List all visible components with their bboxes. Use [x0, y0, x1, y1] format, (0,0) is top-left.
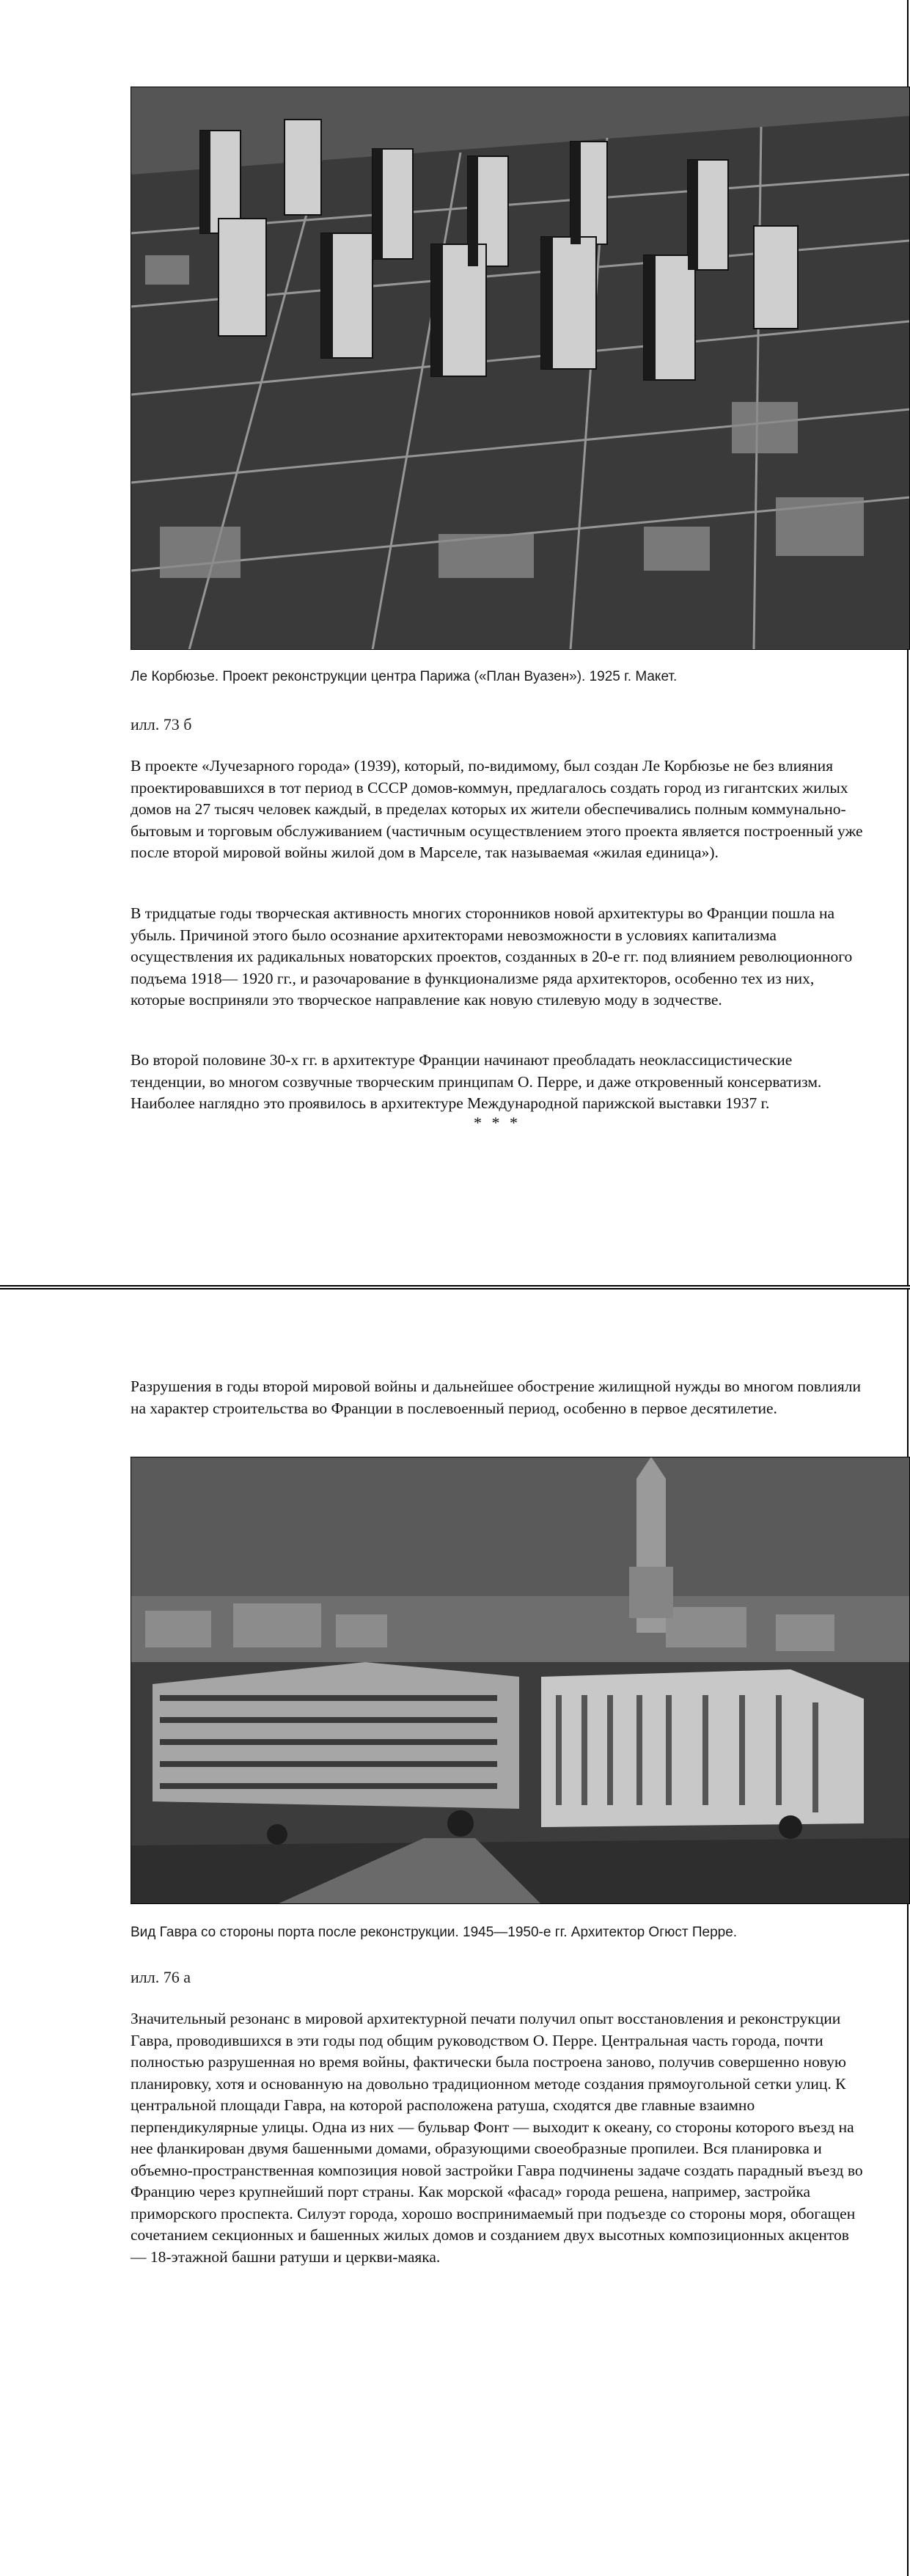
illustration-label: илл. 73 б — [131, 715, 192, 733]
page-1 — [0, 0, 909, 1285]
paragraph: Значительный резонанс в мировой архитектурной печати получил опыт восстановления и реконструкции Гавра, проводившихся в эти годы под общим руководством О. Перре. Центральная часть города, почти полностью разрушенная но время войны, фактически была построена заново, получив совершенно новую планировку, хотя и основанную на довольно традиционном методе создания прямоугольной сетки улиц. К центральной площади Гавра, на которой расположена ратуша, сходятся две главные взаимно перпендикулярные улицы. Одна из них — бульвар Фонт — выходит к океану, со стороны которого въезд на нее фланкирован двумя башенными домами, образующими своеобразные пропилеи. Вся планировка и объемно-пространственная композиция новой застройки Гавра подчинены задаче создать парадный въезд во Францию через крупнейший порт страны. Как морской «фасад» города решена, например, застройка приморского проспекта. Силуэт города, хорошо воспринимаемый при подъезде со стороны моря, обогащен сочетанием секционных и башенных жилых домов и созданием двух высотных композиционных акцентов — 18-этажной башни ратуши и церкви-маяка. — [131, 2010, 863, 2266]
le-havre-port-view-photo — [131, 1457, 910, 1904]
paragraph: В проекте «Лучезарного города» (1939), который, по-видимому, был создан Ле Корбюзье не без влияния проектировавшихся в тот период в СССР домов-коммун, предлагалось создать город из гигантских жилых домов на 27 тысяч человек каждый, в пределах которых их жители обеспечивались полным коммунально-бытовым и торговым обслуживанием (частичным осуществлением этого проекта является построенный уже после второй мировой войны жилой дом в Марселе, так называемая «жилая единица»). — [131, 757, 863, 861]
paragraph: Во второй половине 30-х гг. в архитектуре Франции начинают преобладать неоклассицистические тенденции, во многом созвучные творческим принципам О. Перре, и даже откровенный консерватизм. Наиболее наглядно это проявилось в архитектуре Международной парижской выставки 1937 г. — [131, 1051, 822, 1112]
figure-caption: Вид Гавра со стороны порта после реконструкции. 1945—1950-е гг. Архитектор Огюст Перре. — [131, 1925, 738, 1940]
paris-plan-voisin-model-photo — [131, 87, 910, 650]
model-photo-svg — [131, 87, 910, 650]
intro-paragraph: Разрушения в годы второй мировой войны и дальнейшее обострение жилищной нужды во многом повлияли на характер строительства во Франции в послевоенный период, особенно в первое десятилетие. — [131, 1377, 861, 1417]
section-separator: * * * — [474, 1113, 521, 1132]
havre-photo-svg — [131, 1457, 910, 1904]
illustration-label: илл. 76 а — [131, 1968, 191, 1986]
figure-caption: Ле Корбюзье. Проект реконструкции центра Парижа («План Вуазен»). 1925 г. Макет. — [131, 669, 678, 684]
paragraph: В тридцатые годы творческая активность многих сторонников новой архитектуры во Франции пошла на убыль. Причиной этого было осознание архитекторами невозможности в условиях капитализма осуществления их радикальных новаторских проектов, созданных в 20-е гг. под влиянием революционного подъема 1918— 1920 гг., и разочарование в функционализме ряда архитекторов, особенно тех из них, которые восприняли это творческое направление как новую стилевую моду в зодчестве. — [131, 904, 853, 1009]
page-2 — [0, 1289, 909, 2576]
